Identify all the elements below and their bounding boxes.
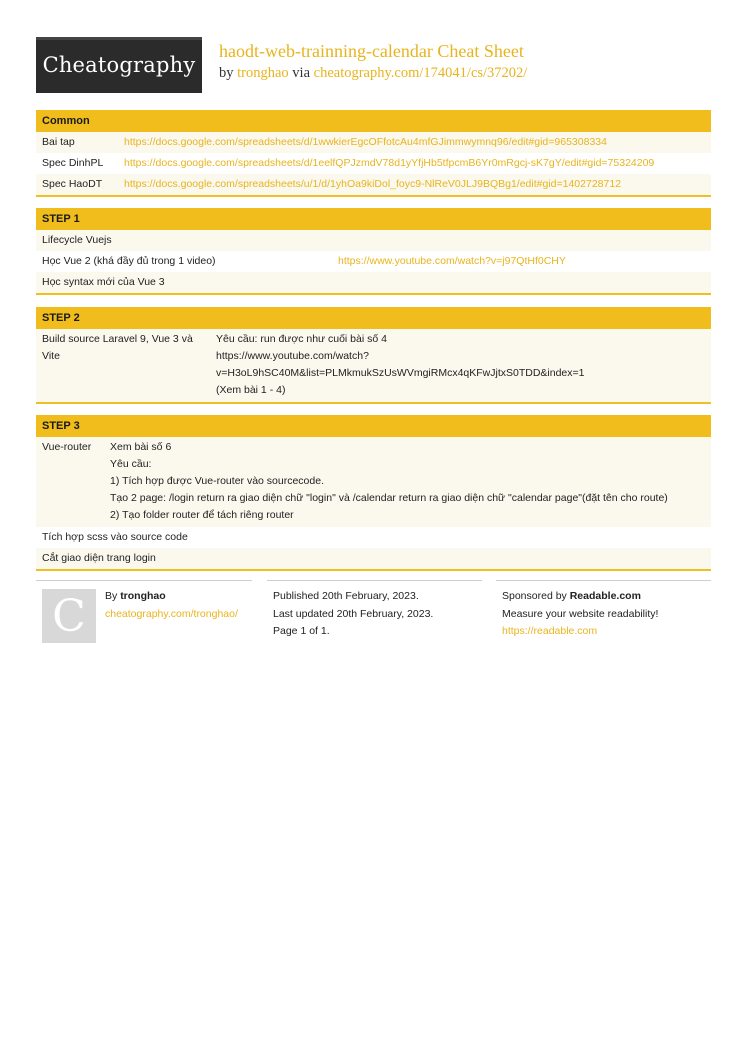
label-line: Vite: [42, 350, 60, 362]
row-label: Học Vue 2 (khá đầy đủ trong 1 video): [42, 255, 216, 267]
row-label: Học syntax mới của Vue 3: [42, 276, 165, 288]
row-label: [42, 331, 193, 365]
byline: [219, 65, 527, 82]
content-line: v=H3oL9hSC40M&list=PLMkmukSzUsWVmgiRMcx4qKFwJjtxS0TDD&index=1: [216, 367, 585, 379]
section-step2: [36, 307, 711, 404]
content-line: Yêu cầu: run được như cuối bài số 4: [216, 333, 387, 345]
content-line: (Xem bài 1 - 4): [216, 384, 286, 396]
row-link[interactable]: https://docs.google.com/spreadsheets/u/1/d/1yhOa9kiDol_foyc9-NlReV0JLJ9BQBg1/edit#gid=1402728712: [124, 178, 622, 190]
page-title[interactable]: haodt-web-trainning-calendar Cheat Sheet: [219, 41, 524, 61]
row-link[interactable]: https://docs.google.com/spreadsheets/d/1wwkierEgcOFfotcAu4mfGJimmwymnq96/edit#gid=965308334: [124, 136, 607, 148]
row-link[interactable]: https://docs.google.com/spreadsheets/d/1eelfQPJzmdV78d1yYfjHb5tfpcmB6Yr0mRgcj-sK7gY/edit#gid=75324209: [124, 157, 655, 169]
sheet-link[interactable]: cheatography.com/174041/cs/37202/: [313, 65, 528, 81]
table-row: [36, 132, 711, 153]
table-row: [36, 153, 711, 174]
row-label: Vue-router: [42, 441, 92, 453]
sponsor-link[interactable]: https://readable.com: [502, 625, 598, 637]
section-title: STEP 2: [36, 307, 711, 329]
row-label: Lifecycle Vuejs: [42, 234, 112, 246]
footer-dates: [267, 580, 482, 651]
published-date: Published 20th February, 2023.: [273, 590, 419, 602]
footer-author: [36, 580, 252, 651]
by-prefix: by: [219, 65, 234, 81]
row-content: [216, 331, 585, 399]
row-link[interactable]: https://www.youtube.com/watch?v=j97QtHf0CHY: [338, 255, 566, 267]
section-title: STEP 1: [36, 208, 711, 230]
table-row: [36, 230, 711, 251]
updated-date: Last updated 20th February, 2023.: [273, 607, 434, 620]
author-block: [105, 588, 238, 623]
section-step3: [36, 415, 711, 571]
content-line: Xem bài số 6: [110, 441, 172, 453]
label-line: Build source Laravel 9, Vue 3 và: [42, 333, 193, 345]
title-block: [219, 41, 527, 82]
sponsored-prefix: Sponsored by: [502, 590, 567, 602]
table-row: [36, 437, 711, 527]
page-count: Page 1 of 1.: [273, 625, 330, 637]
by-label: By: [105, 590, 118, 602]
row-label: Tích hợp scss vào source code: [42, 531, 188, 543]
footer-sponsor: [496, 580, 711, 651]
section-step1: [36, 208, 711, 295]
content-line: 2) Tạo folder router để tách riêng router: [110, 509, 294, 521]
row-content: [110, 439, 668, 524]
content-line: 1) Tích hợp được Vue-router vào sourcecode.: [110, 475, 324, 487]
sponsor-name: Readable.com: [569, 590, 641, 602]
table-row: [36, 174, 711, 195]
table-row: [36, 548, 711, 569]
row-label: Spec DinhPL: [42, 157, 104, 169]
table-row: [36, 272, 711, 293]
content-line: https://www.youtube.com/watch?: [216, 350, 369, 362]
page-footer: [36, 580, 711, 650]
author-link[interactable]: tronghao: [237, 65, 289, 81]
section-title: STEP 3: [36, 415, 711, 437]
section-common: [36, 110, 711, 197]
table-row: [36, 329, 711, 402]
cheatography-logo[interactable]: Cheatography: [36, 37, 202, 93]
row-label: Spec HaoDT: [42, 178, 103, 190]
author-name: tronghao: [120, 590, 166, 602]
table-row: [36, 527, 711, 548]
page-header: [36, 37, 712, 93]
author-profile-link[interactable]: cheatography.com/tronghao/: [105, 607, 238, 620]
content-line: Yêu cầu:: [110, 458, 152, 470]
sponsor-tagline: Measure your website readability!: [502, 607, 659, 620]
content-line: Tạo 2 page: /login return ra giao diện chữ "login" và /calendar return ra giao diện chữ "calendar page"(đặt tên cho route): [110, 492, 668, 504]
via-text: via: [292, 65, 311, 81]
row-label: Bai tap: [42, 136, 75, 148]
row-label: Cắt giao diện trang login: [42, 552, 156, 564]
section-title: Common: [36, 110, 711, 132]
table-row: [36, 251, 711, 272]
avatar[interactable]: C: [42, 589, 96, 643]
